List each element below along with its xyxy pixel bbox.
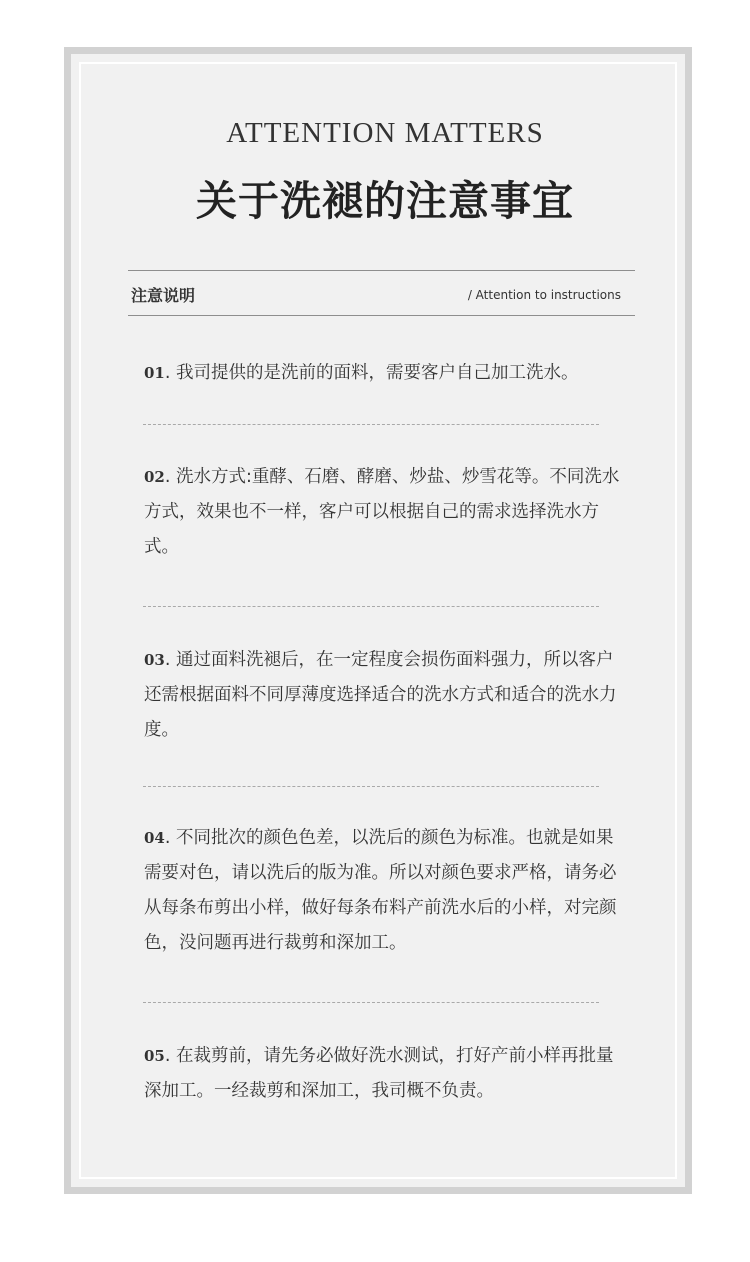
dashed-divider — [143, 606, 599, 607]
section-label-english: / Attention to instructions — [467, 288, 621, 302]
heading-english: ATTENTION MATTERS — [226, 117, 544, 149]
note-text: . 洗水方式:重酵、石磨、酵磨、炒盐、炒雪花等。不同洗水方式，效果也不一样，客户可以根据自己的需求选择洗水方式。 — [144, 467, 620, 557]
section-rule-bottom — [128, 315, 635, 316]
note-item-3 — [144, 643, 624, 748]
note-text: . 在裁剪前，请先务必做好洗水测试，打好产前小样再批量深加工。一经裁剪和深加工，我司概不负责。 — [144, 1046, 614, 1101]
inner-frame — [79, 62, 677, 1179]
note-number: 01 — [144, 364, 165, 382]
note-number: 05 — [144, 1047, 165, 1065]
note-item-2 — [144, 460, 624, 565]
dashed-divider — [143, 1002, 599, 1003]
note-item-5 — [144, 1039, 624, 1109]
note-item-1 — [144, 356, 624, 391]
note-text: . 我司提供的是洗前的面料，需要客户自己加工洗水。 — [164, 363, 579, 383]
note-number: 04 — [144, 829, 165, 847]
dashed-divider — [143, 786, 599, 787]
note-text: . 不同批次的颜色色差，以洗后的颜色为标准。也就是如果需要对色，请以洗后的版为准。所以对颜色要求严格，请务必从每条布剪出小样，做好每条布料产前洗水后的小样，对完颜色，没问题再进行裁剪和深加工。 — [144, 828, 617, 953]
section-rule-top — [128, 270, 635, 271]
note-text: . 通过面料洗褪后，在一定程度会损伤面料强力，所以客户还需根据面料不同厚薄度选择适合的洗水方式和适合的洗水力度。 — [144, 650, 617, 740]
notice-card — [64, 47, 692, 1194]
section-label-chinese: 注意说明 — [131, 286, 196, 305]
note-number: 03 — [144, 651, 165, 669]
note-item-4 — [144, 821, 624, 961]
dashed-divider — [143, 424, 599, 425]
heading-chinese: 关于洗褪的注意事宜 — [196, 177, 574, 225]
note-number: 02 — [144, 468, 165, 486]
